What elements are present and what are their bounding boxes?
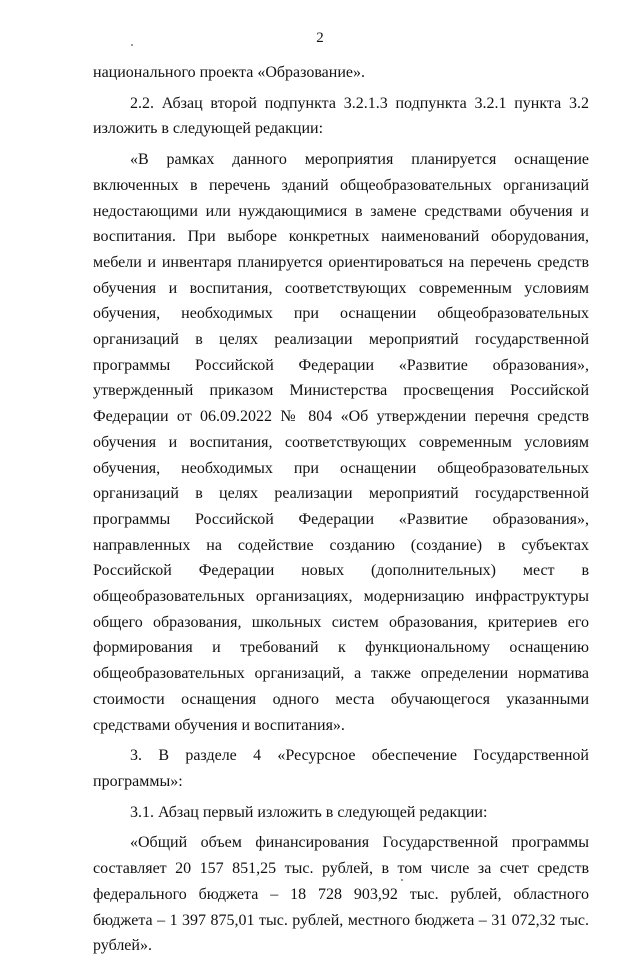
paragraph-continuation: национального проекта «Образование». [93,64,366,81]
page-number: 2 [316,30,324,46]
paragraph-item-3: 3. В разделе 4 «Ресурсное обеспечение Государственной программы»: [93,747,589,790]
document-body [93,60,589,964]
paragraph-quoted-text: «В рамках данного мероприятия планируется оснащение включенных в перечень зданий общеобразовательных организаций недостающими или нуждающимися в замене средствами обучения и воспитания. При выборе конкретных наименований оборудования, мебели и инвентаря планируется ориентироваться на перечень средств обучения и воспитания, соответствующих современным условиям обучения, необходимых при оснащении общеобразовательных организаций в целях реализации мероприятий государственной программы Российской Федерации «Развитие образования», утвержденный приказом Министерства просвещения Российской Федерации от 06.09.2022 № 804 «Об утверждении перечня средств обучения и воспитания, соответствующих современным условиям обучения, необходимых при оснащении общеобразовательных организаций в целях реализации мероприятий государственной программы Российской Федерации «Развитие образования», направленных на содействие созданию (создание) в субъектах Российской Федерации новых (дополнительных) мест в общеобразовательных организациях, модернизацию инфраструктуры общего образования, школьных систем образования, критериев его формирования и требований к функциональному оснащению общеобразовательных организаций, а также определении норматива стоимости оснащения одного места обучающегося указанными средствами обучения и воспитания». [93,151,589,734]
paragraph-item-2-2: 2.2. Абзац второй подпункта 3.2.1.3 подпункта 3.2.1 пункта 3.2 изложить в следующей редакции: [93,94,589,138]
paragraph-item-3-1: 3.1. Абзац первый изложить в следующей редакции: [130,803,488,821]
paragraph-funding: «Общий объем финансирования Государственной программы составляет 20 157 851,25 тыс. рублей, в том числе за счет средств федерального бюджета – 18 728 903,92 тыс. рублей, областного бюджета – 1 397 875,01 тыс. рублей, местного бюджета – 31 072,32 тыс. рублей». [93,834,589,955]
scan-speck [131,44,133,46]
